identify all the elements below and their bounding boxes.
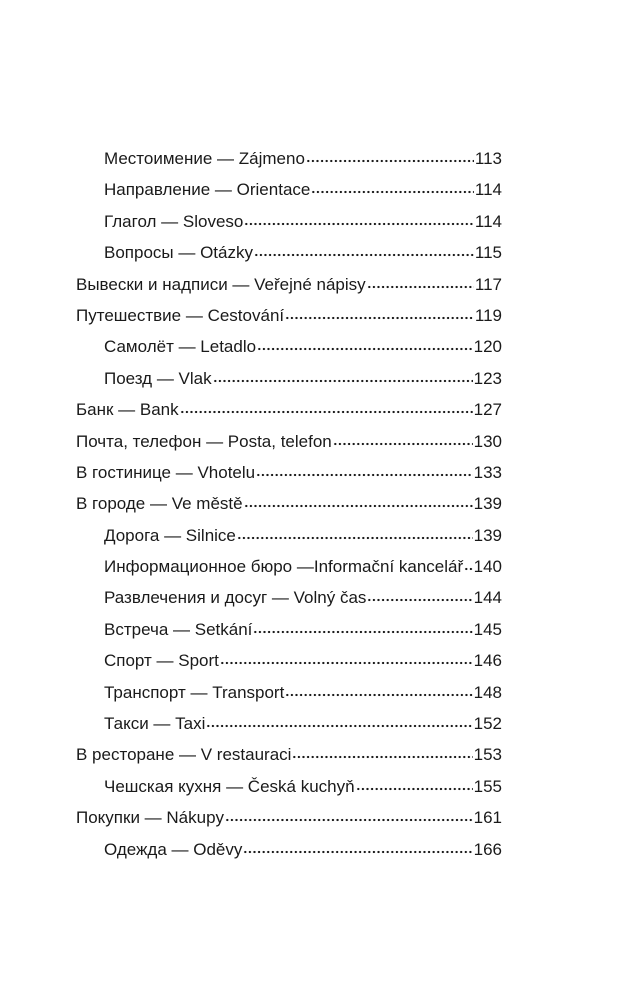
dot-leader (464, 553, 472, 571)
toc-entry[interactable] (76, 488, 502, 519)
toc-entry-page-number: 145 (473, 619, 502, 639)
toc-entry-page-number: 144 (473, 588, 502, 608)
toc-entry-title: Вывески и надписи — Veřejné nápisy (76, 274, 366, 294)
toc-entry-page-number: 130 (473, 431, 502, 451)
toc-entry[interactable] (76, 802, 502, 833)
toc-entry-title: Направление — Orientace (104, 180, 311, 200)
dot-leader (180, 396, 473, 414)
dot-leader (244, 490, 473, 508)
toc-entry-title: Местоимение — Zájmeno (104, 149, 305, 168)
toc-entry-page-number: 120 (473, 337, 502, 357)
toc-entry-title: Почта, телефон — Posta, telefon (76, 431, 332, 451)
toc-entry[interactable] (76, 834, 502, 865)
toc-entry-page-number: 114 (474, 180, 502, 200)
table-of-contents (76, 143, 502, 865)
dot-leader (306, 145, 474, 163)
toc-entry-title: Встреча — Setkání (104, 619, 253, 639)
toc-entry-page-number: 153 (473, 745, 502, 765)
toc-entry-page-number: 155 (473, 776, 502, 796)
toc-entry-page-number: 140 (473, 557, 502, 577)
toc-entry[interactable] (76, 143, 502, 174)
dot-leader (213, 365, 473, 383)
toc-entry[interactable] (76, 426, 502, 457)
dot-leader (285, 302, 474, 320)
dot-leader (356, 773, 473, 791)
toc-entry-title: Транспорт — Transport (104, 682, 285, 702)
toc-entry-page-number: 114 (474, 211, 502, 231)
toc-entry[interactable] (76, 174, 502, 205)
toc-entry-title: Спорт — Sport (104, 651, 219, 671)
dot-leader (243, 836, 472, 854)
toc-entry-page-number: 113 (474, 149, 502, 168)
toc-entry-page-number: 161 (473, 808, 502, 828)
dot-leader (367, 271, 474, 289)
toc-entry[interactable] (76, 206, 502, 237)
toc-entry[interactable] (76, 771, 502, 802)
toc-entry-page-number: 127 (473, 400, 502, 420)
toc-entry-page-number: 139 (473, 494, 502, 514)
dot-leader (254, 239, 474, 257)
toc-entry-title: Поезд — Vlak (104, 368, 212, 388)
dot-leader (285, 679, 472, 697)
toc-entry-page-number: 166 (473, 839, 502, 859)
toc-entry-page-number: 123 (473, 368, 502, 388)
dot-leader (311, 176, 474, 194)
dot-leader (257, 333, 473, 351)
dot-leader (333, 428, 473, 446)
toc-entry-title: Одежда — Oděvy (104, 839, 243, 859)
toc-entry[interactable] (76, 582, 502, 613)
toc-entry-page-number: 146 (473, 651, 502, 671)
toc-entry-title: Такси — Taxi (104, 714, 206, 734)
toc-entry-page-number: 117 (474, 274, 502, 294)
toc-entry[interactable] (76, 677, 502, 708)
toc-entry[interactable] (76, 363, 502, 394)
toc-entry-page-number: 148 (473, 682, 502, 702)
dot-leader (367, 584, 472, 602)
toc-entry-title: Дорога — Silnice (104, 525, 236, 545)
toc-entry[interactable] (76, 551, 502, 582)
toc-entry-page-number: 152 (473, 714, 502, 734)
toc-entry-title: Чешская кухня — Česká kuchyň (104, 776, 355, 796)
toc-entry[interactable] (76, 331, 502, 362)
toc-entry[interactable] (76, 394, 502, 425)
toc-entry-title: Вопросы — Otázky (104, 243, 253, 263)
toc-entry[interactable] (76, 457, 502, 488)
toc-entry[interactable] (76, 614, 502, 645)
toc-entry-title: Развлечения и досуг — Volný čas (104, 588, 367, 608)
dot-leader (256, 459, 473, 477)
toc-entry[interactable] (76, 269, 502, 300)
dot-leader (292, 741, 472, 759)
toc-entry[interactable] (76, 645, 502, 676)
dot-leader (237, 522, 473, 540)
toc-entry-page-number: 133 (473, 462, 502, 482)
toc-entry-title: Информационное бюро —Informační kancelář (104, 557, 464, 577)
toc-entry-page-number: 119 (474, 305, 502, 325)
toc-entry[interactable] (76, 237, 502, 268)
dot-leader (206, 710, 472, 728)
toc-entry-title: В гостинице — Vhotelu (76, 462, 256, 482)
toc-entry-page-number: 139 (473, 525, 502, 545)
toc-entry-page-number: 115 (474, 243, 502, 263)
toc-entry[interactable] (76, 739, 502, 770)
toc-entry-title: Банк — Bank (76, 400, 179, 420)
dot-leader (225, 804, 473, 822)
dot-leader (220, 647, 473, 665)
toc-entry-title: Самолёт — Letadlo (104, 337, 257, 357)
toc-entry-title: В ресторане — V restauraci (76, 745, 292, 765)
dot-leader (253, 616, 472, 634)
dot-leader (244, 208, 474, 226)
toc-entry[interactable] (76, 520, 502, 551)
toc-entry-title: В городе — Ve městě (76, 494, 243, 514)
toc-entry[interactable] (76, 708, 502, 739)
toc-entry-title: Глагол — Sloveso (104, 211, 244, 231)
toc-entry[interactable] (76, 300, 502, 331)
toc-entry-title: Путешествие — Cestování (76, 305, 285, 325)
toc-entry-title: Покупки — Nákupy (76, 808, 225, 828)
